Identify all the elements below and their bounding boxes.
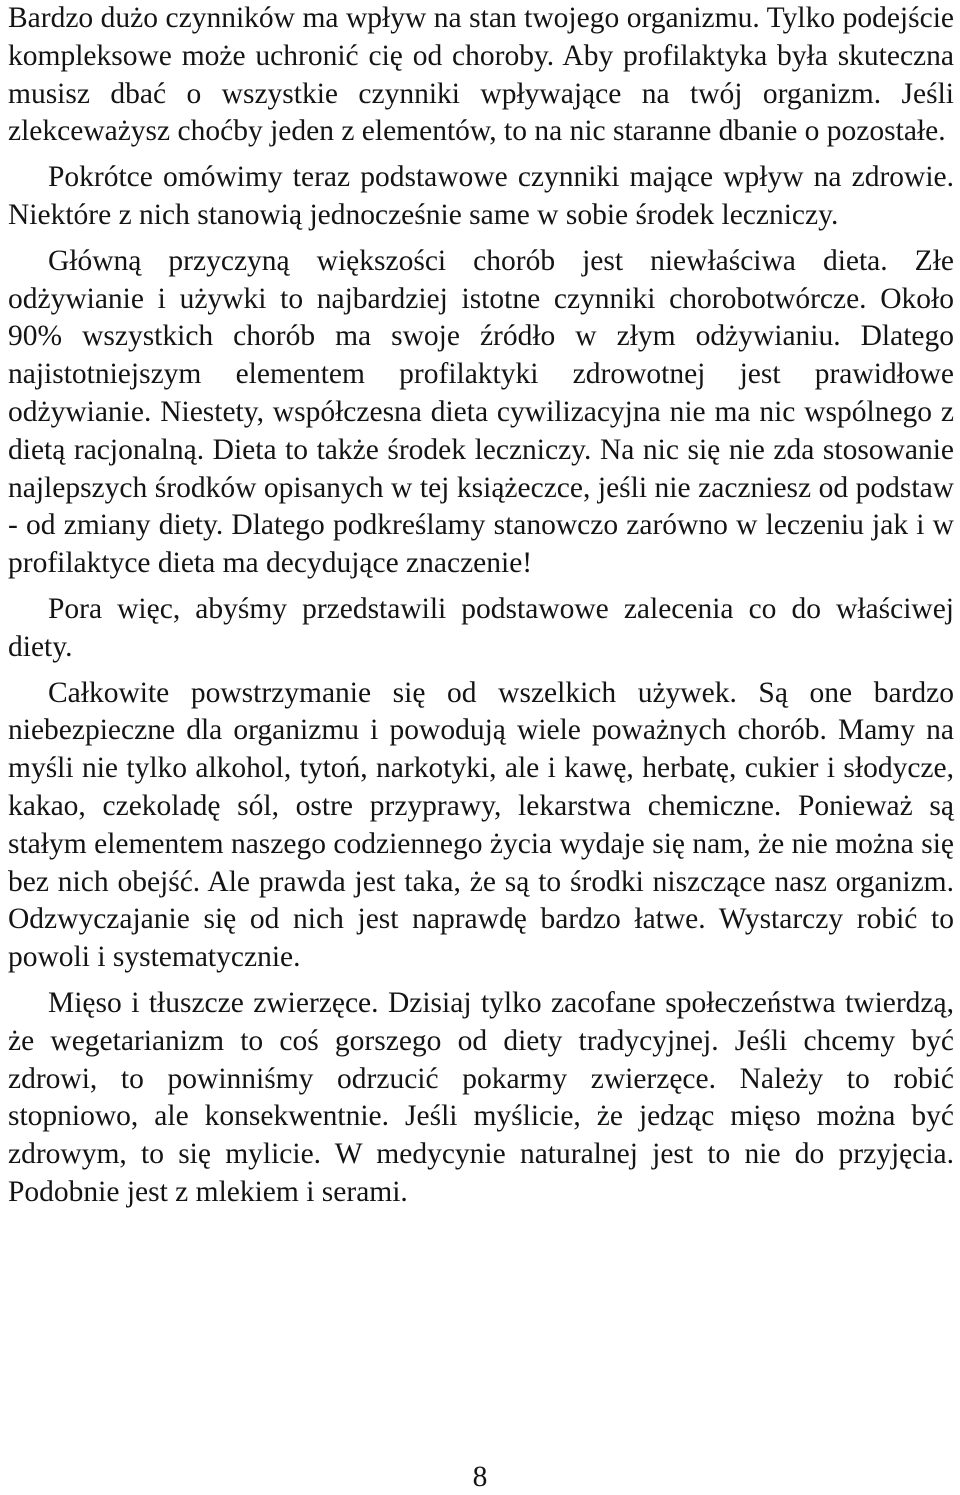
- document-page: [8, 0, 954, 1220]
- paragraph-intro: Bardzo dużo czynników ma wpływ na stan twojego organizmu. Tylko podejście kompleksowe może uchronić cię od choroby. Aby profilaktyka była skuteczna musisz dbać o wszystkie czynniki wpływające na twój organizm. Jeśli zlekceważysz choćby jeden z elementów, to na nic staranne dbanie o pozostałe.: [8, 2, 954, 148]
- paragraph-basic-factors: Pokrótce omówimy teraz podstawowe czynniki mające wpływ na zdrowie. Niektóre z nich stanowią jednocześnie same w sobie środek leczniczy.: [8, 161, 954, 231]
- page-number: 8: [472, 1461, 488, 1493]
- paragraph-diet-cause: Główną przyczyną większości chorób jest niewłaściwa dieta. Złe odżywianie i używki to najbardziej istotne czynniki chorobotwórcze. Około 90% wszystkich chorób ma swoje źródło w złym odżywianiu. Dlatego najistotniejszym elementem profilaktyki zdrowotnej jest prawidłowe odżywianie. Niestety, współczesna dieta cywilizacyjna nie ma nic wspólnego z dietą racjonalną. Dieta to także środek leczniczy. Na nic się nie zda stosowanie najlepszych środków opisanych w tej książeczce, jeśli nie zaczniesz od podstaw - od zmiany diety. Dlatego podkreślamy stanowczo zarówno w leczeniu jak i w profilaktyce dieta ma decydujące znaczenie!: [8, 244, 954, 580]
- paragraph-stimulants: Całkowite powstrzymanie się od wszelkich używek. Są one bardzo niebezpieczne dla organizmu i powodują wiele poważnych chorób. Mamy na myśli nie tylko alkohol, tytoń, narkotyki, ale i kawę, herbatę, cukier i słodycze, kakao, czekoladę sól, ostre przyprawy, lekarstwa chemiczne. Ponieważ są stałym elementem naszego codziennego życia wydaje się nam, że nie można się bez nich obejść. Ale prawda jest taka, że są to środki niszczące nasz organizm. Odzwyczajanie się od nich jest naprawdę bardzo łatwe. Wystarczy robić to powoli i systematycznie.: [8, 676, 954, 974]
- paragraph-diet-recommendations: Pora więc, abyśmy przedstawili podstawowe zalecenia co do właściwej diety.: [8, 592, 954, 663]
- paragraph-meat-fats: Mięso i tłuszcze zwierzęce. Dzisiaj tylko zacofane społeczeństwa twierdzą, że wegetarianizm to coś gorszego od diety tradycyjnej. Jeśli chcemy być zdrowi, to powinniśmy odrzucić pokarmy zwierzęce. Należy to robić stopniowo, ale konsekwentnie. Jeśli myślicie, że jedząc mięso można być zdrowym, to się mylicie. W medycynie naturalnej jest to nie do przyjęcia. Podobnie jest z mlekiem i serami.: [8, 986, 954, 1208]
